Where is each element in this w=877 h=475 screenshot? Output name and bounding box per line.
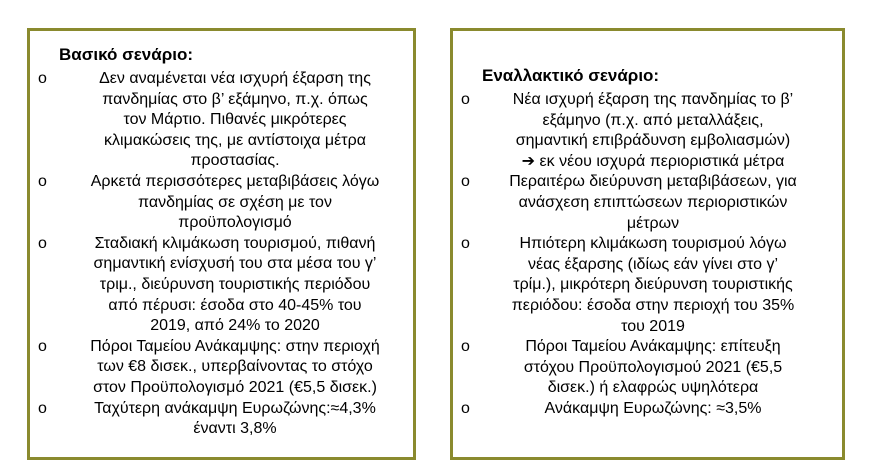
- list-item-line: έναντι 3,8%: [193, 420, 277, 438]
- list-item-line: Ηπιότερη κλιμάκωση τουρισμού λόγω: [519, 235, 787, 253]
- alternative-scenario-box: [450, 28, 845, 460]
- bullet-icon: o: [38, 337, 47, 355]
- bullet-icon: o: [461, 399, 470, 417]
- list-item-line: πανδημίας στο β’ εξάμηνο, π.χ. όπως: [102, 90, 368, 108]
- bullet-icon: o: [461, 338, 470, 356]
- list-item: [461, 337, 813, 399]
- bullet-icon: o: [461, 173, 470, 191]
- list-item-line: των €8 δισεκ., υπερβαίνοντας το στόχο: [97, 358, 373, 376]
- bullet-icon: o: [38, 399, 47, 417]
- list-item: [38, 69, 400, 172]
- list-item-line: από πέρυσι: έσοδα στο 40-45% του: [108, 296, 362, 314]
- list-item-line: Πόροι Ταμείου Ανάκαμψης: στην περιοχή: [90, 337, 380, 355]
- list-item-line: στον Προϋπολογισμό 2021 (€5,5 δισεκ.): [93, 378, 377, 396]
- list-item-line: Ταχύτερη ανάκαμψη Ευρωζώνης:≈4,3%: [94, 399, 376, 417]
- list-item-line: σημαντική επιβράδυνση εμβολιασμών): [515, 132, 791, 150]
- list-item-line: τριμ., διεύρυνση τουριστικής περιόδου: [99, 275, 371, 293]
- basic-scenario-title: Βασικό σενάριο:: [59, 45, 193, 64]
- list-item-line: σημαντική ενίσχυσή του στα μέσα του γ’: [93, 255, 377, 273]
- alternative-scenario-list: [461, 90, 813, 420]
- list-item-line: προϋπολογισμό: [178, 214, 292, 232]
- list-item-line: δισεκ.) ή ελαφρώς υψηλότερα: [547, 379, 759, 397]
- list-item-line: ➔ εκ νέου ισχυρά περιοριστικά μέτρα: [521, 152, 785, 170]
- list-item: [461, 399, 813, 420]
- list-item-line: Αρκετά περισσότερες μεταβιβάσεις λόγω: [90, 172, 380, 190]
- list-item: [461, 234, 813, 337]
- list-item-line: Πόροι Ταμείου Ανάκαμψης: επίτευξη: [525, 338, 781, 356]
- list-item: [38, 399, 400, 440]
- list-item-line: τον Μάρτιο. Πιθανές μικρότερες: [123, 111, 347, 129]
- list-item-line: περιόδου: έσοδα στην περιοχή του 35%: [511, 296, 795, 314]
- list-item: [38, 234, 400, 337]
- list-item-line: πανδημίας σε σχέση με τον: [138, 193, 332, 211]
- list-item: [38, 337, 400, 399]
- list-item-line: προστασίας.: [190, 152, 280, 170]
- list-item: [461, 172, 813, 234]
- bullet-icon: o: [38, 234, 47, 252]
- list-item-line: Δεν αναμένεται νέα ισχυρή έξαρση της: [99, 70, 371, 87]
- list-item-line: τρίμ.), μικρότερη διεύρυνση τουριστικής: [513, 276, 793, 294]
- basic-scenario-box: [27, 28, 416, 460]
- basic-scenario-list: [38, 69, 400, 440]
- list-item-line: νέας έξαρσης (ιδίως εάν γίνει στο γ’: [527, 255, 779, 273]
- alternative-scenario-title: Εναλλακτικό σενάριο:: [482, 66, 660, 85]
- list-item-line: 2019, από 24% το 2020: [150, 317, 320, 335]
- list-item: [461, 90, 813, 172]
- list-item-line: στόχου Προϋπολογισμού 2021 (€5,5: [523, 358, 783, 376]
- list-item-line: εξάμηνο (π.χ. από μεταλλάξεις,: [542, 111, 764, 129]
- list-item: [38, 172, 400, 234]
- list-item-line: Περαιτέρω διεύρυνση μεταβιβάσεων, για: [509, 173, 797, 191]
- list-item-line: κλιμακώσεις της, με αντίστοιχα μέτρα: [104, 131, 366, 149]
- list-item-line: Ανάκαμψη Ευρωζώνης: ≈3,5%: [544, 399, 762, 417]
- bullet-icon: o: [461, 91, 470, 108]
- list-item-line: μέτρων: [626, 214, 680, 232]
- list-item-line: του 2019: [621, 317, 685, 335]
- list-item-line: ανάσχεση επιπτώσεων περιοριστικών: [518, 193, 788, 211]
- list-item-line: Σταδιακή κλιμάκωση τουρισμού, πιθανή: [94, 234, 376, 252]
- bullet-icon: o: [38, 172, 47, 190]
- bullet-icon: o: [461, 235, 470, 253]
- list-item-line: Νέα ισχυρή έξαρση της πανδημίας το β’: [512, 91, 794, 108]
- bullet-icon: o: [38, 70, 47, 87]
